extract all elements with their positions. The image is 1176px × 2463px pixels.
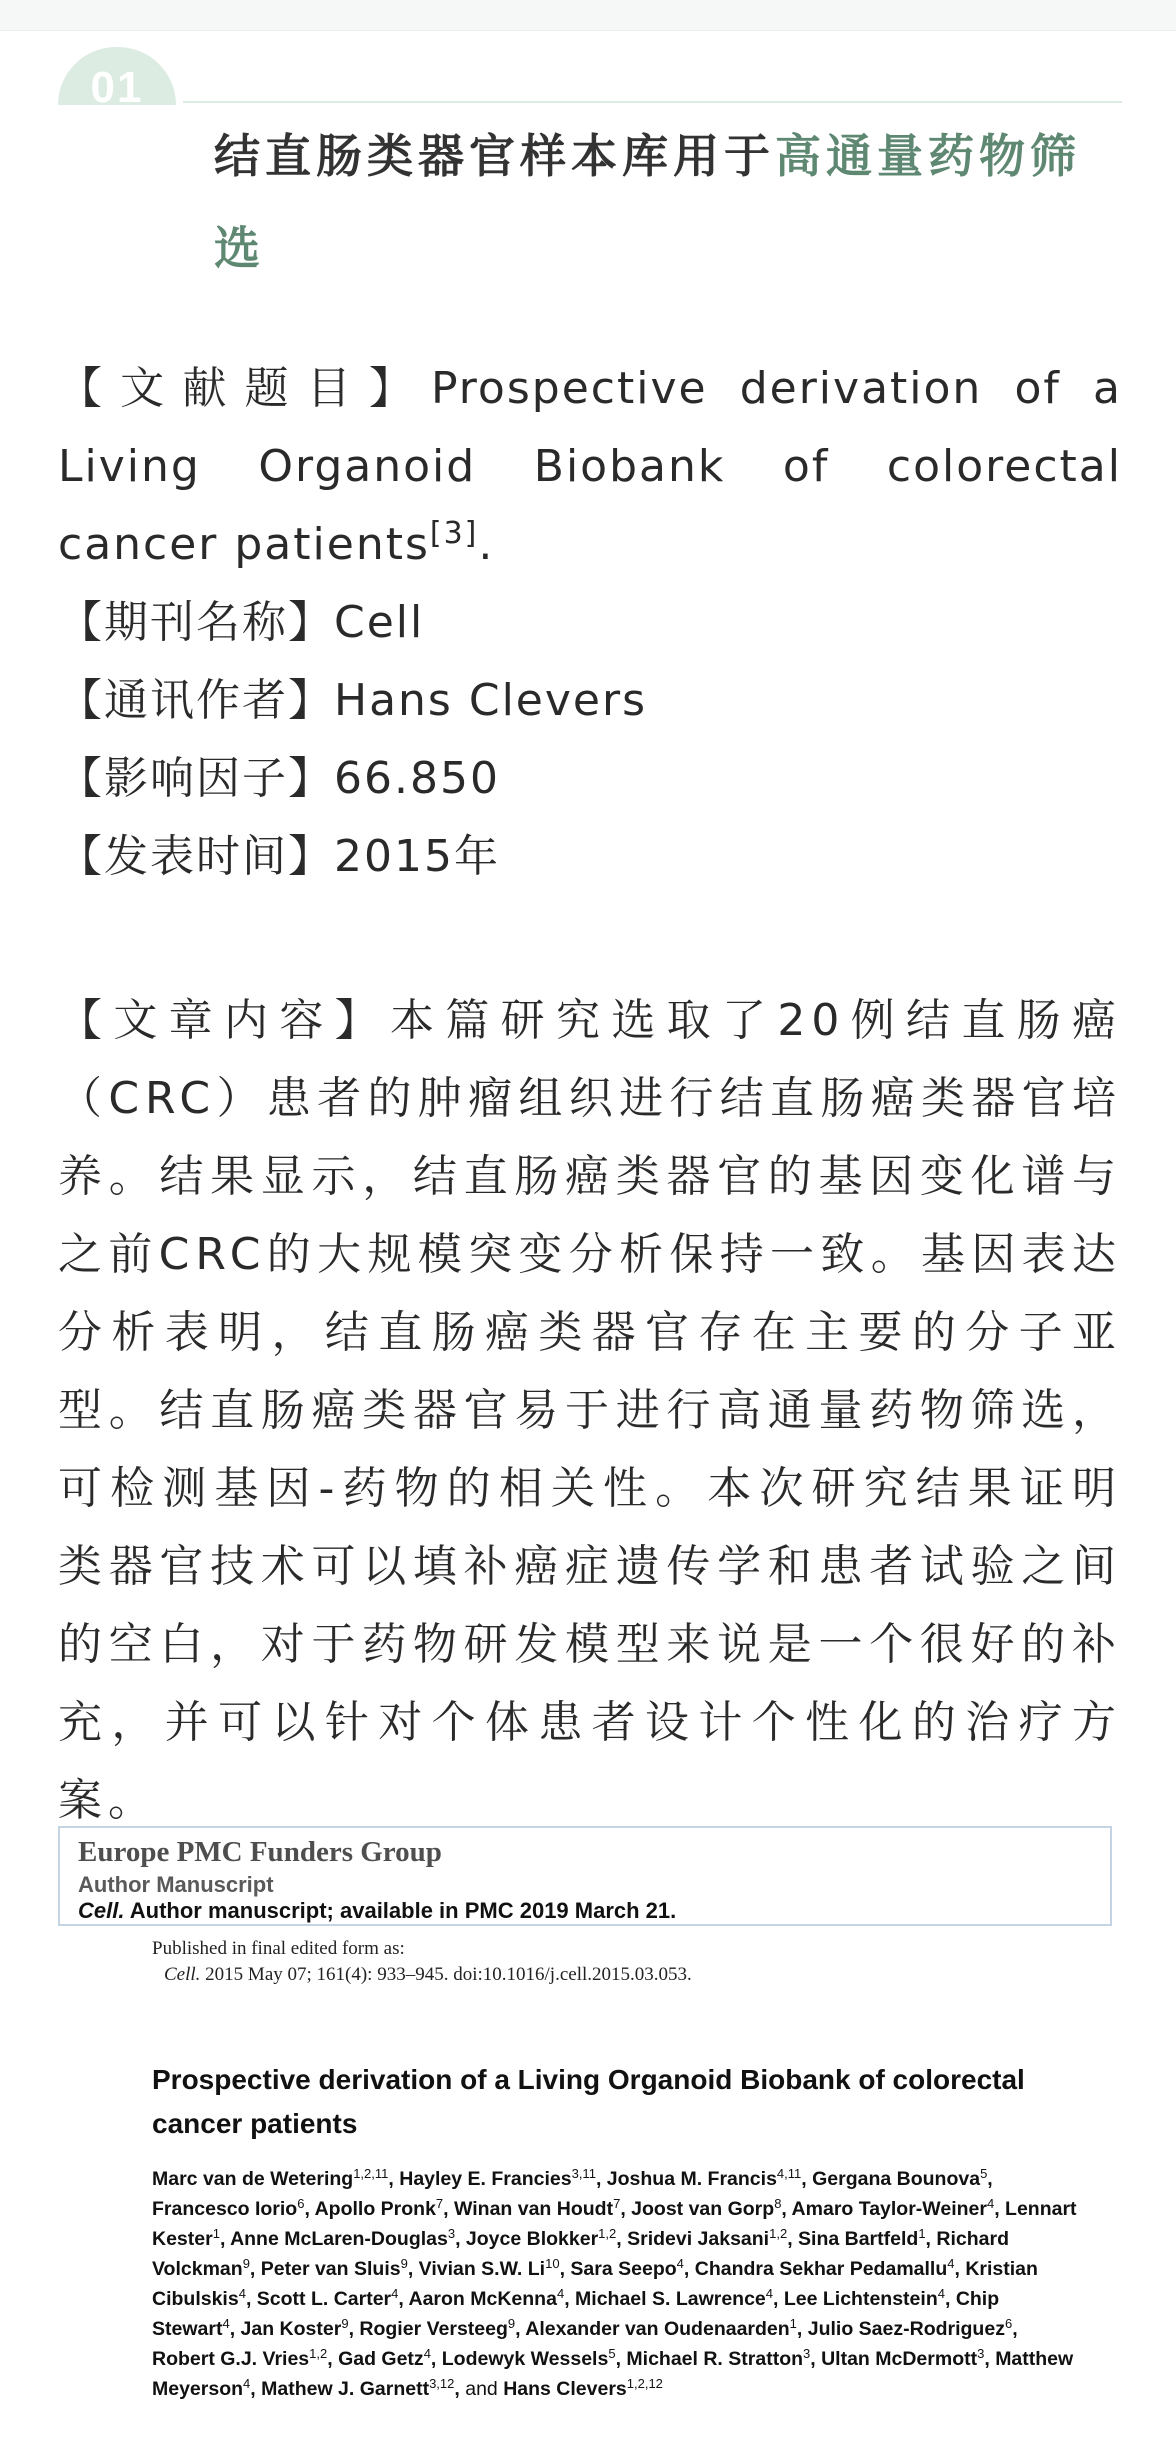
author-name: Amaro Taylor-Weiner <box>791 2198 987 2220</box>
author-affiliation: 4 <box>676 2256 684 2271</box>
author-name: Scott L. Carter <box>256 2288 392 2310</box>
author-name: Sara Seepo <box>570 2258 677 2280</box>
author-affiliation: 3,12 <box>429 2376 455 2391</box>
author-affiliation: 7 <box>613 2196 621 2211</box>
author-name: Lodewyk Wessels <box>441 2348 609 2370</box>
author-name: Aaron McKenna <box>408 2288 557 2310</box>
author-affiliation: 4 <box>937 2286 945 2301</box>
author-name: Winan van Houdt <box>454 2198 614 2220</box>
author-affiliation: 1 <box>918 2226 926 2241</box>
author-name: Michael R. Stratton <box>626 2348 804 2370</box>
author-affiliation: 4 <box>222 2316 230 2331</box>
section-number-badge <box>58 47 176 105</box>
author-name: Francesco Iorio <box>152 2198 298 2220</box>
author-name: Jan Koster <box>240 2318 342 2340</box>
author-affiliation: 4 <box>556 2286 565 2301</box>
author-name: Lee Lichtenstein <box>783 2288 938 2310</box>
author-list: Marc van de Wetering$^{1,2,11}$, Hayley E. Francies$^{3,11}$, Joshua M. Francis$^{4,11}$, Gergana Bounova$^5$, Francesco Iorio$^6$, Apollo Pronk$^7$, Winan van Houdt$^7$, Joost van Gorp$^8$, Amaro Taylor-Weiner$^4$, Lennart Kester$^1$, Anne McLaren-Douglas$^3$, Joyce Blokker$^{1,2}$, Sridevi Jaksani$^{1,2}$, Sina Bartfeld$^1$, Richard Volckman$^9$, Peter van Sluis$^9$, Vivian S.W. Li$^{10}$, Sara Seepo$^4$, Chandra Sekhar Pedamallu$^4$, Kristian Cibulskis$^4$, Scott L. Carter$^4$, Aaron McKenna$^4$, Michael S. Lawrence$^4$, Lee Lichtenstein$^4$, Chip Stewart$^4$, Jan Koster$^9$, Rogier Versteeg$^9$, Alexander van Oudenaarden$^1$, Julio Saez-Rodriguez$^6$, Robert G.J. Vries$^{1,2}$, Gad Getz$^4$, Lodewyk Wessels$^5$, Michael R. Stratton$^3$, Ultan McDermott$^3$, Matthew Meyerson$^4$, Mathew J. Garnett$^{3,12}$, and Hans Clevers$^{1,2,12}$ <box>152 2166 1077 2400</box>
author-name: Chip Stewart <box>152 2288 1000 2340</box>
citation <box>152 1962 692 1988</box>
pmc-header-box <box>58 1826 1112 1926</box>
author-name: Joshua M. Francis <box>606 2168 777 2190</box>
author-affiliation: 1,2 <box>769 2226 788 2241</box>
author-affiliation: 5 <box>608 2346 616 2361</box>
author-name: Joyce Blokker <box>465 2228 599 2250</box>
author-affiliation: 1,2,12 <box>626 2376 663 2391</box>
author-name: Peter van Sluis <box>260 2258 401 2280</box>
info-label: 【期刊名称】 <box>58 597 334 648</box>
author-affiliation: 4 <box>765 2286 774 2301</box>
author-name: Alexander van Oudenaarden <box>525 2318 790 2340</box>
published-note <box>152 1936 692 1988</box>
author-name: Mathew J. Garnett <box>261 2378 430 2400</box>
info-label: 【通讯作者】 <box>58 675 334 726</box>
info-value: 66.850 <box>334 753 500 804</box>
pmc-group-name: Europe PMC Funders Group <box>78 1836 442 1868</box>
article-info <box>58 350 1122 896</box>
pmc-journal: Cell. <box>78 1898 125 1923</box>
paper-title: Prospective derivation of a Living Organoid Biobank of colorectal cancer patients <box>152 2064 1025 2139</box>
author-affiliation: 10 <box>545 2256 560 2271</box>
author-affiliation: 9 <box>341 2316 349 2331</box>
info-value: Hans Clevers <box>334 675 647 726</box>
article-title-label: 【文献题目】 <box>58 363 432 414</box>
pmc-availability <box>78 1898 676 1924</box>
info-value: Cell <box>334 597 425 648</box>
author-affiliation: 4 <box>243 2376 251 2391</box>
author-affiliation: 4 <box>423 2346 431 2361</box>
author-name: Vivian S.W. Li <box>418 2258 546 2280</box>
section-title <box>214 110 1124 294</box>
author-name: Michael S. Lawrence <box>575 2288 766 2310</box>
author-affiliation: 9 <box>507 2316 516 2331</box>
author-affiliation: 7 <box>435 2196 444 2211</box>
author-affiliation: 8 <box>774 2196 782 2211</box>
author-name: Robert G.J. Vries <box>152 2348 310 2370</box>
author-name: Julio Saez-Rodriguez <box>807 2318 1005 2340</box>
author-name: Joost van Gorp <box>631 2198 775 2220</box>
author-affiliation: 1 <box>212 2226 220 2241</box>
author-affiliation: 9 <box>400 2256 408 2271</box>
author-affiliation: 9 <box>242 2256 250 2271</box>
top-bar <box>0 0 1176 31</box>
author-name: Gergana Bounova <box>812 2168 981 2190</box>
author-affiliation: 4 <box>391 2286 399 2301</box>
info-label: 【发表时间】 <box>58 831 334 882</box>
paper-screenshot <box>58 1826 1118 2400</box>
author-affiliation: 1,2,11 <box>353 2166 389 2181</box>
author-affiliation: 4,11 <box>776 2166 802 2181</box>
section-title-highlight: 高通量药物筛选 <box>214 129 1081 275</box>
author-affiliation: 5 <box>980 2166 988 2181</box>
citation-journal: Cell. <box>164 1964 201 1985</box>
pmc-availability-text: Author manuscript; available in PMC 2019 March 21. <box>124 1898 677 1923</box>
author-name: Rogier Versteeg <box>359 2318 508 2340</box>
section-title-prefix: 结直肠类器官样本库用于 <box>214 129 775 183</box>
author-name: Lennart Kester <box>152 2198 1077 2250</box>
pmc-author-manuscript: Author Manuscript <box>78 1872 274 1897</box>
author-name: Richard Volckman <box>152 2228 1009 2280</box>
author-name: Chandra Sekhar Pedamallu <box>694 2258 948 2280</box>
author-name: Gad Getz <box>338 2348 424 2370</box>
author-name: Marc van de Wetering <box>152 2168 354 2190</box>
article-content: 【文章内容】本篇研究选取了20例结直肠癌（CRC）患者的肿瘤组织进行结直肠癌类器官培养。结果显示，结直肠癌类器官的基因变化谱与之前CRC的大规模突变分析保持一致。基因表达分析表明，结直肠癌类器官存在主要的分子亚型。结直肠癌类器官易于进行高通量药物筛选，可检测基因-药物的相关性。本次研究结果证明类器官技术可以填补癌症遗传学和患者试验之间的空白，对于药物研发模型来说是一个很好的补充，并可以针对个体患者设计个性化的治疗方案。 <box>58 995 1122 1826</box>
info-value: 2015年 <box>334 831 500 882</box>
author-affiliation: 3,11 <box>571 2166 596 2181</box>
published-label: Published in final edited form as: <box>152 1938 405 1959</box>
author-affiliation: 1,2 <box>598 2226 617 2241</box>
author-name: Sina Bartfeld <box>798 2228 919 2250</box>
author-affiliation: 3 <box>803 2346 811 2361</box>
author-row <box>58 662 1122 740</box>
author-affiliation: 3 <box>447 2226 456 2241</box>
author-affiliation: 4 <box>947 2256 955 2271</box>
author-name: Kristian Cibulskis <box>152 2258 1038 2310</box>
journal-row <box>58 584 1122 662</box>
author-affiliation: 6 <box>297 2196 305 2211</box>
author-name: Sridevi Jaksani <box>627 2228 770 2250</box>
author-name: Apollo Pronk <box>314 2198 436 2220</box>
author-affiliation: 3 <box>977 2346 985 2361</box>
publish-time-row <box>58 818 1122 896</box>
article-title-end: . <box>478 519 495 570</box>
author-affiliation: 1 <box>789 2316 797 2331</box>
author-affiliation: 6 <box>1004 2316 1013 2331</box>
author-affiliation: 4 <box>986 2196 995 2211</box>
author-name: Matthew Meyerson <box>152 2348 1074 2400</box>
impact-factor-row <box>58 740 1122 818</box>
article-title-text: Prospective derivation of a Living Organoid Biobank of colorectal cancer patients <box>58 363 1123 570</box>
section-number: 01 <box>90 63 144 105</box>
author-name: Ultan McDermott <box>821 2348 978 2370</box>
article-reference: [3] <box>429 516 479 551</box>
author-name: Anne McLaren-Douglas <box>230 2228 448 2250</box>
info-label: 【影响因子】 <box>58 753 334 804</box>
author-name: Hayley E. Francies <box>399 2168 572 2190</box>
author-and: and <box>459 2378 504 2400</box>
article-title-row <box>58 350 1122 584</box>
section-divider <box>183 101 1122 103</box>
author-affiliation: 4 <box>238 2286 246 2301</box>
author-affiliation: 1,2 <box>309 2346 328 2361</box>
citation-text: 2015 May 07; 161(4): 933–945. doi:10.1016/j.cell.2015.03.053. <box>200 1964 692 1985</box>
author-name: Hans Clevers <box>503 2378 627 2400</box>
